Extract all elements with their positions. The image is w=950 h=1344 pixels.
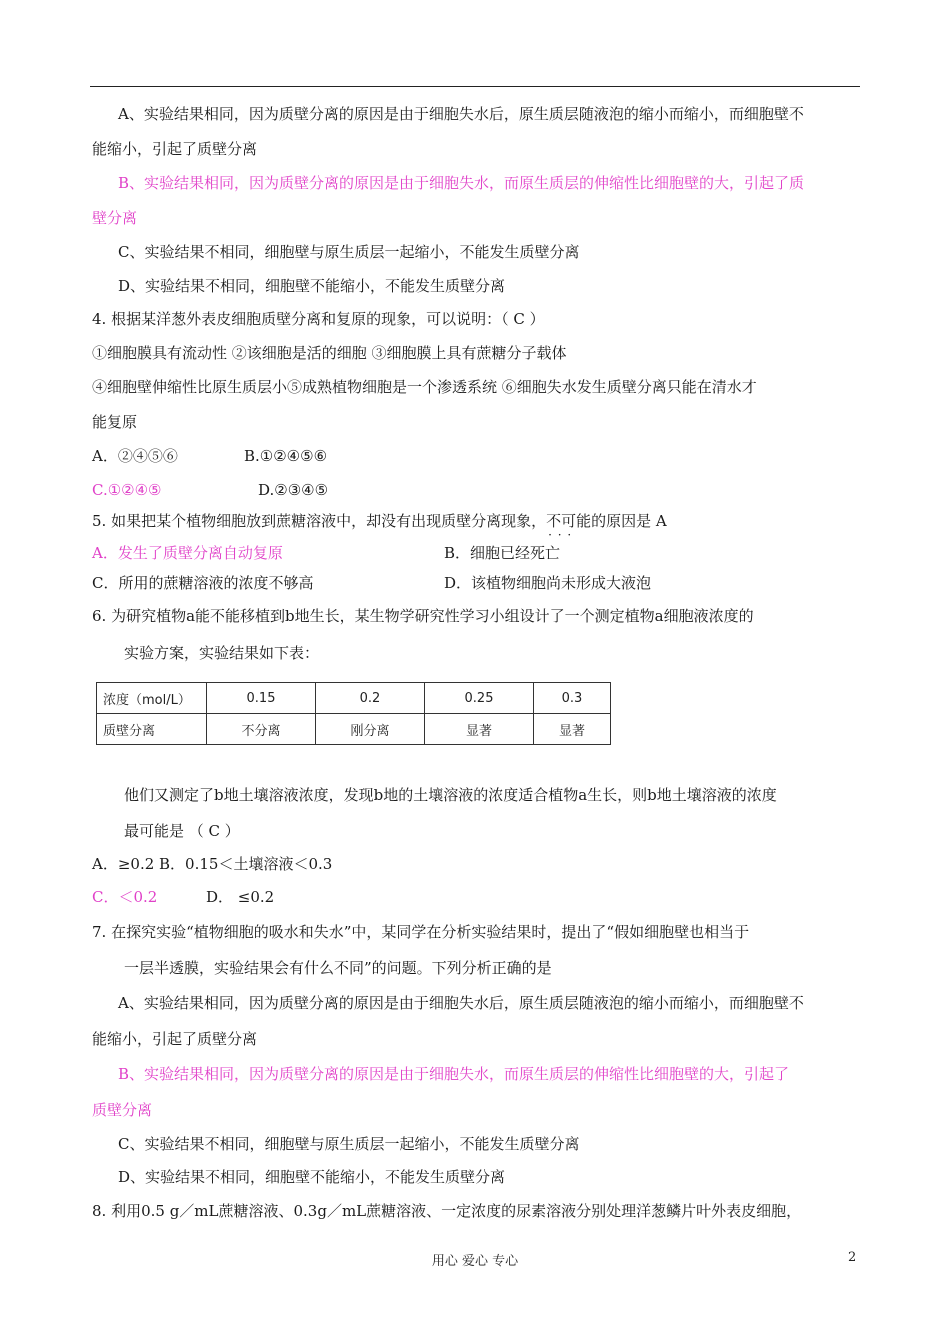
q6-options-ab: A．≥0.2 B．0.15＜土壤溶液＜0.3 <box>92 855 333 873</box>
q5-option-d: D．该植物细胞尚未形成大液泡 <box>444 574 652 592</box>
q4-items-line1: ①细胞膜具有流动性 ②该细胞是活的细胞 ③细胞膜上具有蔗糖分子载体 <box>92 344 567 362</box>
q3-option-d: D、实验结果不相同，细胞壁不能缩小，不能发生质壁分离 <box>118 277 506 295</box>
q6-option-d: D． ≤0.2 <box>206 888 275 906</box>
table-cell: 刚分离 <box>316 714 425 745</box>
table-cell: 0.3 <box>534 683 611 714</box>
q4-items-line3: 能复原 <box>92 413 138 431</box>
q7-option-a-line1: A、实验结果相同，因为质壁分离的原因是由于细胞失水后，原生质层随液泡的缩小而缩小，而细胞壁不 <box>118 994 804 1012</box>
q6-stem-line2: 实验方案，实验结果如下表： <box>124 644 320 662</box>
q7-option-b-line2: 质壁分离 <box>92 1101 153 1119</box>
table-row <box>97 714 611 745</box>
table-cell: 不分离 <box>207 714 316 745</box>
q6-stem-line1: 6. 为研究植物a能不能移植到b地生长，某生物学研究性学习小组设计了一个测定植物a细胞液浓度的 <box>92 607 754 625</box>
page-number: 2 <box>848 1250 857 1265</box>
q5-option-a: A．发生了质壁分离自动复原 <box>92 544 283 562</box>
q8-stem-line1: 8. 利用0.5 g／mL蔗糖溶液、0.3g／mL蔗糖溶液、一定浓度的尿素溶液分别处理洋葱鳞片叶外表皮细胞， <box>92 1202 802 1220</box>
q4-option-b: B.①②④⑤⑥ <box>244 447 328 465</box>
q5-stem-pre: 5. 如果把某个植物细胞放到蔗糖溶液中，却没有出现质壁分离现象， <box>92 512 547 530</box>
q3-option-a-line1: A、实验结果相同，因为质壁分离的原因是由于细胞失水后，原生质层随液泡的缩小而缩小，而细胞壁不 <box>118 105 804 123</box>
table-cell: 显著 <box>425 714 534 745</box>
q7-option-c: C、实验结果不相同，细胞壁与原生质层一起缩小，不能发生质壁分离 <box>118 1135 580 1153</box>
q7-option-b-line1: B、实验结果相同，因为质壁分离的原因是由于细胞失水，而原生质层的伸缩性比细胞壁的大，引起了 <box>118 1065 790 1083</box>
table-cell: 质壁分离 <box>97 714 207 745</box>
table-cell: 显著 <box>534 714 611 745</box>
table-cell: 0.2 <box>316 683 425 714</box>
q5-option-c: C．所用的蔗糖溶液的浓度不够高 <box>92 574 314 592</box>
page-footer: 用心 爱心 专心 <box>431 1254 519 1269</box>
q6-option-c: C．＜0.2 <box>92 888 158 906</box>
q3-option-b-line1: B、实验结果相同，因为质壁分离的原因是由于细胞失水，而原生质层的伸缩性比细胞壁的大，引起了质 <box>118 174 805 192</box>
q5-stem-emphasis: 不可能 · · · <box>546 512 591 530</box>
q4-items-line2: ④细胞壁伸缩性比原生质层小⑤成熟植物细胞是一个渗透系统 ⑥细胞失水发生质壁分离只能在清水才 <box>92 378 757 396</box>
q7-stem-line1: 7. 在探究实验“植物细胞的吸水和失水”中，某同学在分析实验结果时，提出了“假如细胞壁也相当于 <box>92 923 750 941</box>
q3-option-a-line2: 能缩小，引起了质壁分离 <box>92 140 258 158</box>
q6-followup-line1: 他们又测定了b地土壤溶液浓度，发现b地的土壤溶液的浓度适合植物a生长，则b地土壤溶液的浓度 <box>124 786 777 804</box>
table-cell: 浓度（mol/L） <box>97 683 207 714</box>
results-table <box>96 682 611 745</box>
q7-option-d: D、实验结果不相同，细胞壁不能缩小，不能发生质壁分离 <box>118 1168 506 1186</box>
table-row <box>97 683 611 714</box>
q4-stem: 4. 根据某洋葱外表皮细胞质壁分离和复原的现象，可以说明：（ C ） <box>92 310 545 328</box>
q4-option-c: C.①②④⑤ <box>92 481 162 499</box>
table-cell: 0.15 <box>207 683 316 714</box>
q3-option-c: C、实验结果不相同，细胞壁与原生质层一起缩小，不能发生质壁分离 <box>118 243 580 261</box>
q4-option-a: A．②④⑤⑥ <box>92 447 178 465</box>
q3-option-b-line2: 壁分离 <box>92 209 138 227</box>
q4-option-d: D.②③④⑤ <box>258 481 329 499</box>
q5-option-b: B．细胞已经死亡 <box>444 544 561 562</box>
header-rule <box>90 86 860 87</box>
table-cell: 0.25 <box>425 683 534 714</box>
q6-followup-line2: 最可能是 （ C ） <box>124 822 240 840</box>
q7-stem-line2: 一层半透膜，实验结果会有什么不同”的问题。下列分析正确的是 <box>124 959 552 977</box>
q5-stem-post: 的原因是 A <box>591 512 667 530</box>
q5-stem <box>92 511 667 531</box>
q7-option-a-line2: 能缩小，引起了质壁分离 <box>92 1030 258 1048</box>
